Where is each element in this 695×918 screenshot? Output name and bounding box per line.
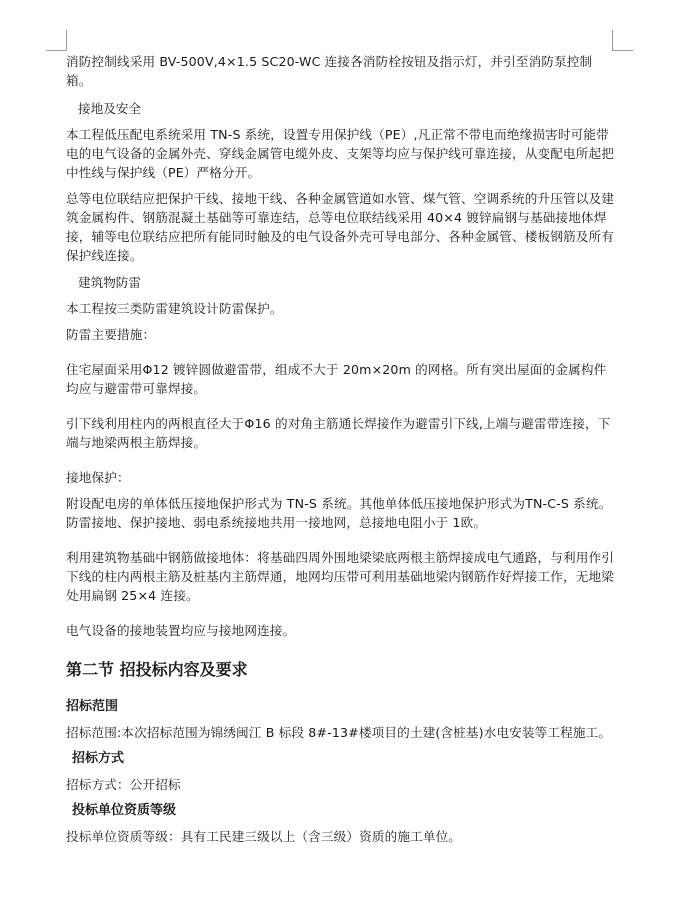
paragraph-lightning-class: 本工程按三类防雷建筑设计防雷保护。 bbox=[66, 301, 283, 316]
heading-bidding-scope: 招标范围 bbox=[66, 699, 119, 714]
crop-mark-top-right bbox=[612, 30, 633, 51]
paragraph-lightning-measures: 防雷主要措施： bbox=[66, 327, 156, 342]
crop-mark-top-left bbox=[46, 30, 67, 51]
paragraph-equipment-grounding: 电气设备的接地装置均应与接地网连接。 bbox=[66, 623, 296, 638]
paragraph-grounding-system-types: 附设配电房的单体低压接地保护形式为 TN-S 系统。其他单体低压接地保护形式为TN-C-S 系统。防雷接地、保护接地、弱电系统接地共用一接地网，总接地电阻小于 1欧。 bbox=[66, 496, 612, 530]
heading-bidding-method: 招标方式 bbox=[72, 751, 125, 766]
paragraph-bidder-qualification: 投标单位资质等级：具有工民建三级以上（含三级）资质的施工单位。 bbox=[66, 829, 462, 844]
paragraph-bidding-scope: 招标范围:本次招标范围为锦绣闽江 B 标段 8#-13#楼项目的土建(含桩基)水电安装等工程施工。 bbox=[66, 725, 612, 740]
heading-grounding-safety: 接地及安全 bbox=[78, 101, 141, 116]
heading-bidder-qualification: 投标单位资质等级 bbox=[72, 803, 177, 818]
paragraph-tn-s-system: 本工程低压配电系统采用 TN-S 系统，设置专用保护线（PE）,凡正常不带电而绝缘损害时可能带电的电气设备的金属外壳、穿线金属管电缆外皮、支架等均应与保护线可靠连接，从变配电所起把中性线与保护线（PE）严格分开。 bbox=[66, 127, 614, 180]
paragraph-bidding-method: 招标方式：公开招标 bbox=[66, 777, 181, 792]
paragraph-fire-control-wiring: 消防控制线采用 BV-500V,4×1.5 SC20-WC 连接各消防栓按钮及指示灯，并引至消防泵控制箱。 bbox=[66, 54, 593, 88]
paragraph-foundation-grounding: 利用建筑物基础中钢筋做接地体：将基础四周外围地梁梁底两根主筋焊接成电气通路，与利用作引下线的柱内两根主筋及桩基内主筋焊通，地网均压带可利用基础地梁内钢筋作好焊接工作，无地梁处用扁钢 25×4 连接。 bbox=[66, 550, 614, 603]
heading-lightning-protection: 建筑物防雷 bbox=[78, 275, 141, 290]
paragraph-roof-lightning-belt: 住宅屋面采用Φ12 镀锌圆做避雷带，组成不大于 20m×20m 的网格。所有突出屋面的金属构件均应与避雷带可靠焊接。 bbox=[66, 362, 607, 396]
paragraph-down-conductor: 引下线利用柱内的两根直径大于Φ16 的对角主筋通长焊接作为避雷引下线,上端与避雷带连接，下端与地梁两根主筋焊接。 bbox=[66, 416, 611, 450]
document-body bbox=[66, 52, 614, 846]
paragraph-grounding-protection-label: 接地保护： bbox=[66, 470, 130, 485]
paragraph-equipotential-bonding: 总等电位联结应把保护干线、接地干线、各种金属管道如水管、煤气管、空调系统的升压管以及建筑金属构件、钢筋混凝土基础等可靠连结，总等电位联结线采用 40×4 镀锌扁钢与基础接地体焊接，辅等电位联结应把所有能同时触及的电气设备外壳可导电部分、各种金属管、楼板钢筋及所有保护线连接。 bbox=[66, 191, 614, 263]
section-title-bidding: 第二节 招投标内容及要求 bbox=[66, 660, 248, 679]
